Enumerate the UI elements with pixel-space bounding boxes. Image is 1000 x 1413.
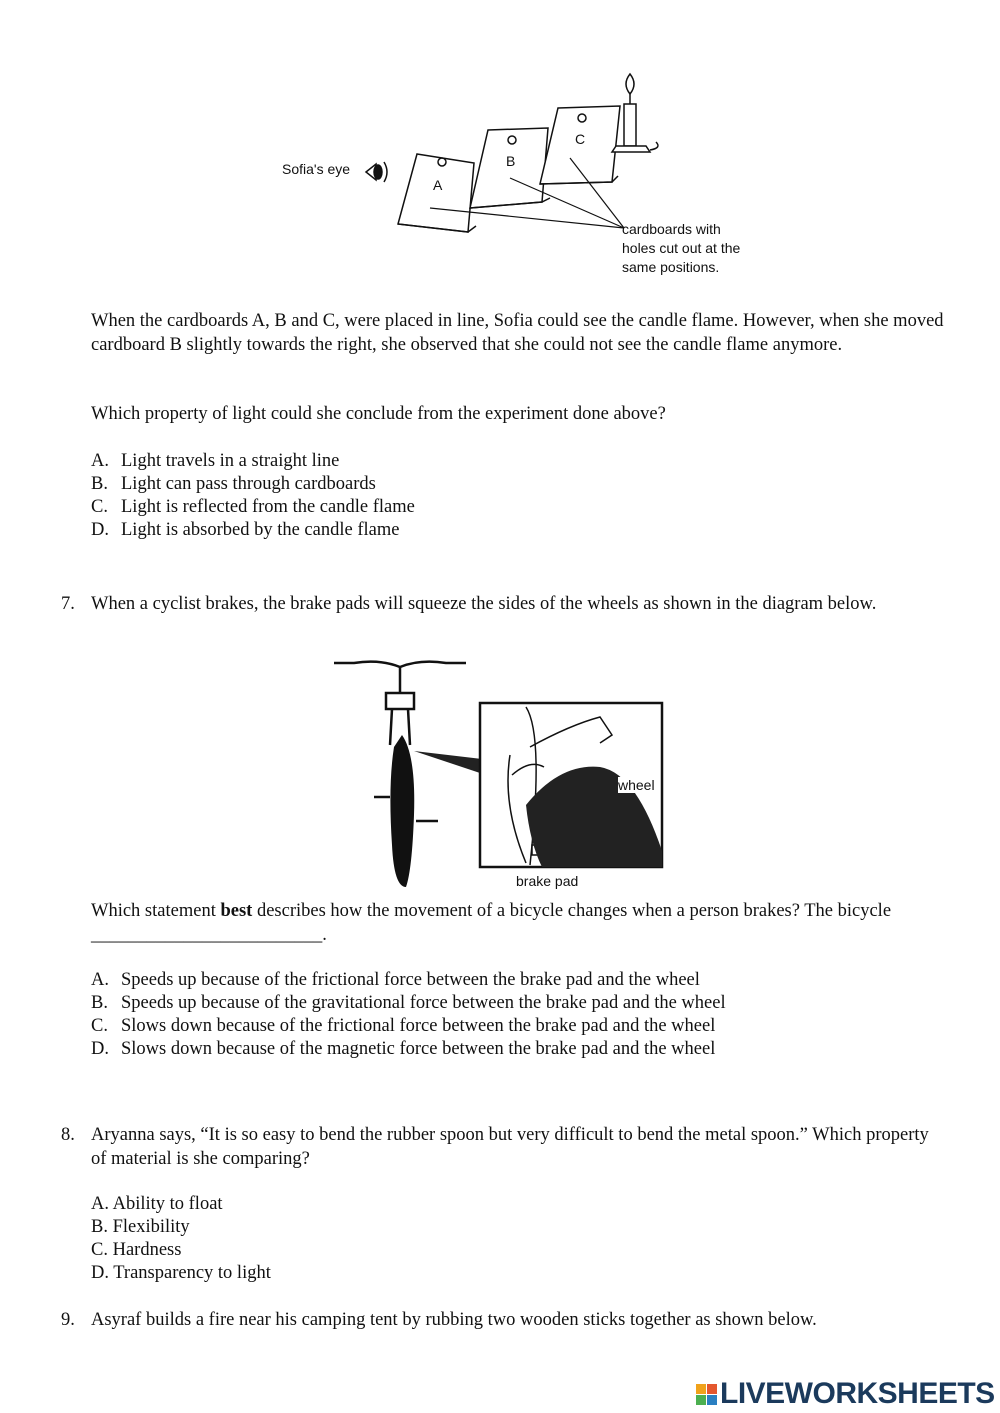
option-letter: D.: [91, 520, 109, 540]
q9-number: 9.: [61, 1310, 75, 1330]
option-text: Light travels in a straight line: [121, 451, 340, 471]
bicycle-diagram: [330, 655, 700, 895]
q7-option-b[interactable]: [91, 992, 726, 1015]
option-text: Speeds up because of the gravitational force between the brake pad and the wheel: [121, 993, 726, 1013]
front-wheel-icon: [390, 735, 414, 887]
callout-line-3: same positions.: [622, 259, 720, 275]
q7-question-bold: best: [220, 901, 253, 921]
cardboard-diagram: [270, 68, 770, 283]
eye-label: Sofia's eye: [282, 161, 351, 177]
q8-stem: Aryanna says, “It is so easy to bend the rubber spoon but very difficult to bend the metal spoon.” Which property of material is she comparing?: [91, 1125, 929, 1169]
option-text: Light is absorbed by the candle flame: [121, 520, 400, 540]
q7-question-pre: Which statement: [91, 901, 221, 921]
q7-stem: When a cyclist brakes, the brake pads will squeeze the sides of the wheels as shown in the diagram below.: [91, 594, 877, 614]
q6-context: When the cardboards A, B and C, were placed in line, Sofia could see the candle flame. However, when she moved cardboard B slightly towards the right, she observed that she could not see the candle flame anymore.: [91, 311, 944, 355]
q9-stem: Asyraf builds a fire near his camping tent by rubbing two wooden sticks together as shown below.: [91, 1310, 817, 1330]
q8-option-c[interactable]: C. Hardness: [91, 1240, 182, 1260]
option-letter: B.: [91, 993, 108, 1013]
card-c-label: C: [575, 131, 586, 147]
q7-option-d[interactable]: [91, 1038, 715, 1061]
q7-option-c[interactable]: [91, 1015, 715, 1038]
option-letter: A.: [91, 451, 109, 471]
option-text: Slows down because of the frictional force between the brake pad and the wheel: [121, 1016, 716, 1036]
q6-option-d[interactable]: [91, 519, 399, 542]
callout-line-2: holes cut out at the: [622, 240, 741, 256]
q8-option-b[interactable]: B. Flexibility: [91, 1217, 190, 1237]
q6-option-c[interactable]: [91, 496, 415, 519]
option-text: Slows down because of the magnetic force between the brake pad and the wheel: [121, 1039, 716, 1059]
option-text: Speeds up because of the frictional force between the brake pad and the wheel: [121, 970, 700, 990]
logo-badge-icon: [696, 1384, 717, 1405]
q7-option-a[interactable]: [91, 969, 700, 992]
zoom-wedge: [414, 751, 482, 773]
q8-number: 8.: [61, 1125, 75, 1145]
option-letter: A.: [91, 970, 109, 990]
wheel-label: wheel: [618, 777, 655, 793]
eye-icon: [366, 162, 387, 182]
option-letter: C.: [91, 1016, 108, 1036]
option-letter: B.: [91, 474, 108, 494]
q8-option-a[interactable]: A. Ability to float: [91, 1194, 223, 1214]
bicycle-drawing: [330, 655, 700, 895]
callout-line-1: cardboards with: [622, 221, 721, 237]
cardboard-callout: [622, 220, 740, 277]
option-letter: C.: [91, 497, 108, 517]
cardboard-a: [398, 154, 476, 232]
brake-pad-label: brake pad: [516, 873, 579, 889]
option-text: Light is reflected from the candle flame: [121, 497, 415, 517]
card-b-label: B: [506, 153, 516, 169]
option-text: Light can pass through cardboards: [121, 474, 376, 494]
q8-option-d[interactable]: D. Transparency to light: [91, 1263, 271, 1283]
option-letter: D.: [91, 1039, 109, 1059]
logo-text: LIVEWORKSHEETS: [720, 1377, 995, 1410]
card-a-label: A: [433, 177, 443, 193]
q7-question: [91, 900, 921, 947]
liveworksheets-logo: [696, 1376, 995, 1412]
q6-option-b[interactable]: [91, 473, 376, 496]
q7-number: 7.: [61, 594, 75, 614]
q6-question: Which property of light could she conclude from the experiment done above?: [91, 404, 666, 424]
q7-question-post: describes how the movement of a bicycle changes when a person brakes? The bicycle _________________________.: [91, 901, 892, 945]
q6-option-a[interactable]: [91, 450, 339, 473]
